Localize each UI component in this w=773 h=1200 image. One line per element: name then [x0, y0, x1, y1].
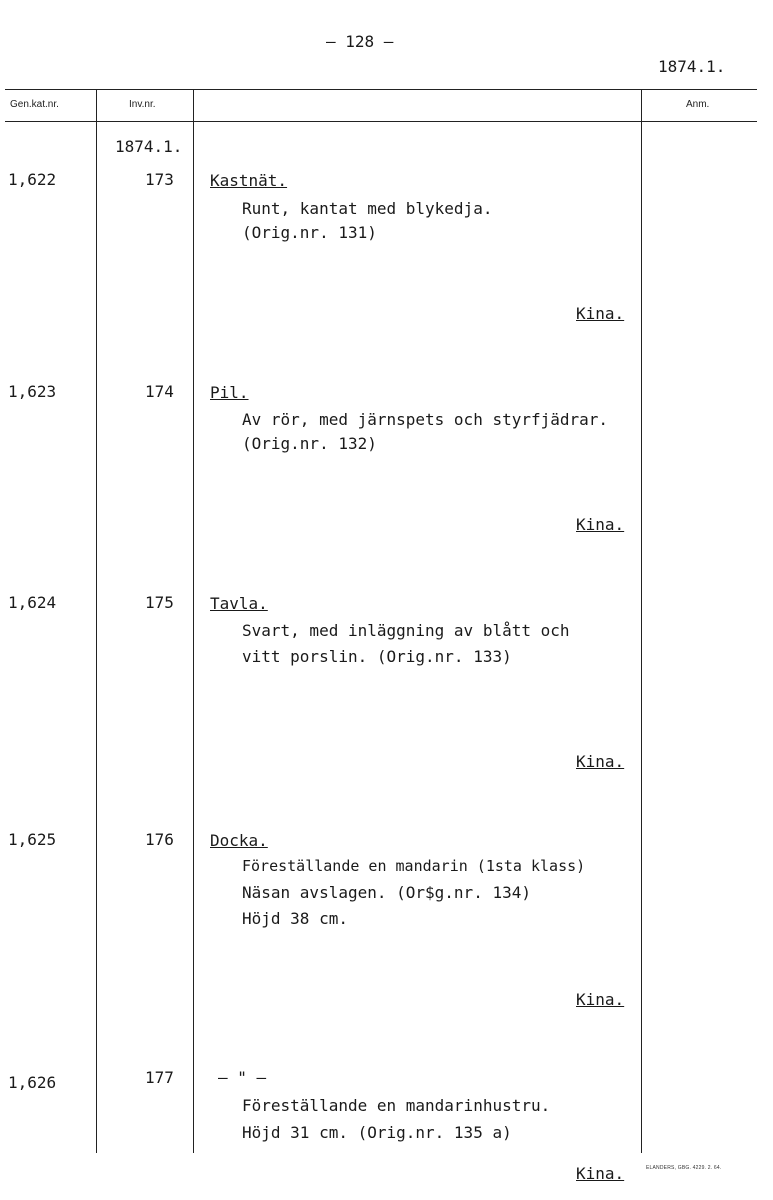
- inv-year-subheader: 1874.1.: [115, 137, 183, 156]
- header-bottom-rule: [5, 121, 757, 122]
- page-number: – 128 –: [326, 32, 394, 51]
- entry-title: Pil.: [210, 383, 249, 402]
- entry-title: Kastnät.: [210, 171, 288, 190]
- entry-description-line: (Orig.nr. 131): [242, 223, 377, 242]
- entry-origin: Kina.: [576, 304, 625, 323]
- entry-description-line: Höjd 38 cm.: [242, 909, 348, 928]
- column-header-inv: Inv.nr.: [129, 99, 156, 110]
- entry-description-line: Svart, med inläggning av blått och: [242, 621, 570, 640]
- gen-kat-number: 1,624: [8, 593, 57, 612]
- inv-number: 173: [145, 170, 174, 189]
- entry-description-line: Näsan avslagen. (Or$g.nr. 134): [242, 883, 531, 902]
- year-header: 1874.1.: [658, 57, 726, 76]
- entry-title: Tavla.: [210, 594, 268, 613]
- column-divider-inv: [193, 89, 194, 1153]
- inv-number: 174: [145, 382, 174, 401]
- entry-description-line: Av rör, med järnspets och styrfjädrar.: [242, 410, 609, 429]
- entry-origin: Kina.: [576, 1164, 625, 1183]
- entry-description-line: Runt, kantat med blykedja.: [242, 199, 493, 218]
- column-header-anm: Anm.: [686, 99, 710, 110]
- gen-kat-number: 1,623: [8, 382, 57, 401]
- entry-origin: Kina.: [576, 752, 625, 771]
- inv-number: 176: [145, 830, 174, 849]
- inv-number: 177: [145, 1068, 174, 1087]
- entry-description-line: Föreställande en mandarinhustru.: [242, 1096, 551, 1115]
- entry-title-ditto: – " –: [218, 1068, 267, 1087]
- column-header-gen: Gen.kat.nr.: [10, 99, 59, 110]
- entry-description-line: (Orig.nr. 132): [242, 434, 377, 453]
- gen-kat-number: 1,626: [8, 1073, 57, 1092]
- entry-description-line: vitt porslin. (Orig.nr. 133): [242, 647, 512, 666]
- column-divider-anm: [641, 89, 642, 1153]
- printer-mark: ELANDERS, GBG. 4229. 2. 64.: [646, 1165, 722, 1171]
- entry-description-line: Höjd 31 cm. (Orig.nr. 135 a): [242, 1123, 512, 1142]
- entry-origin: Kina.: [576, 990, 625, 1009]
- gen-kat-number: 1,625: [8, 830, 57, 849]
- entry-description-line: Föreställande en mandarin (1sta klass): [242, 857, 586, 875]
- header-top-rule: [5, 89, 757, 90]
- inv-number: 175: [145, 593, 174, 612]
- column-divider-gen: [96, 89, 97, 1153]
- entry-title: Docka.: [210, 831, 268, 850]
- entry-origin: Kina.: [576, 515, 625, 534]
- gen-kat-number: 1,622: [8, 170, 57, 189]
